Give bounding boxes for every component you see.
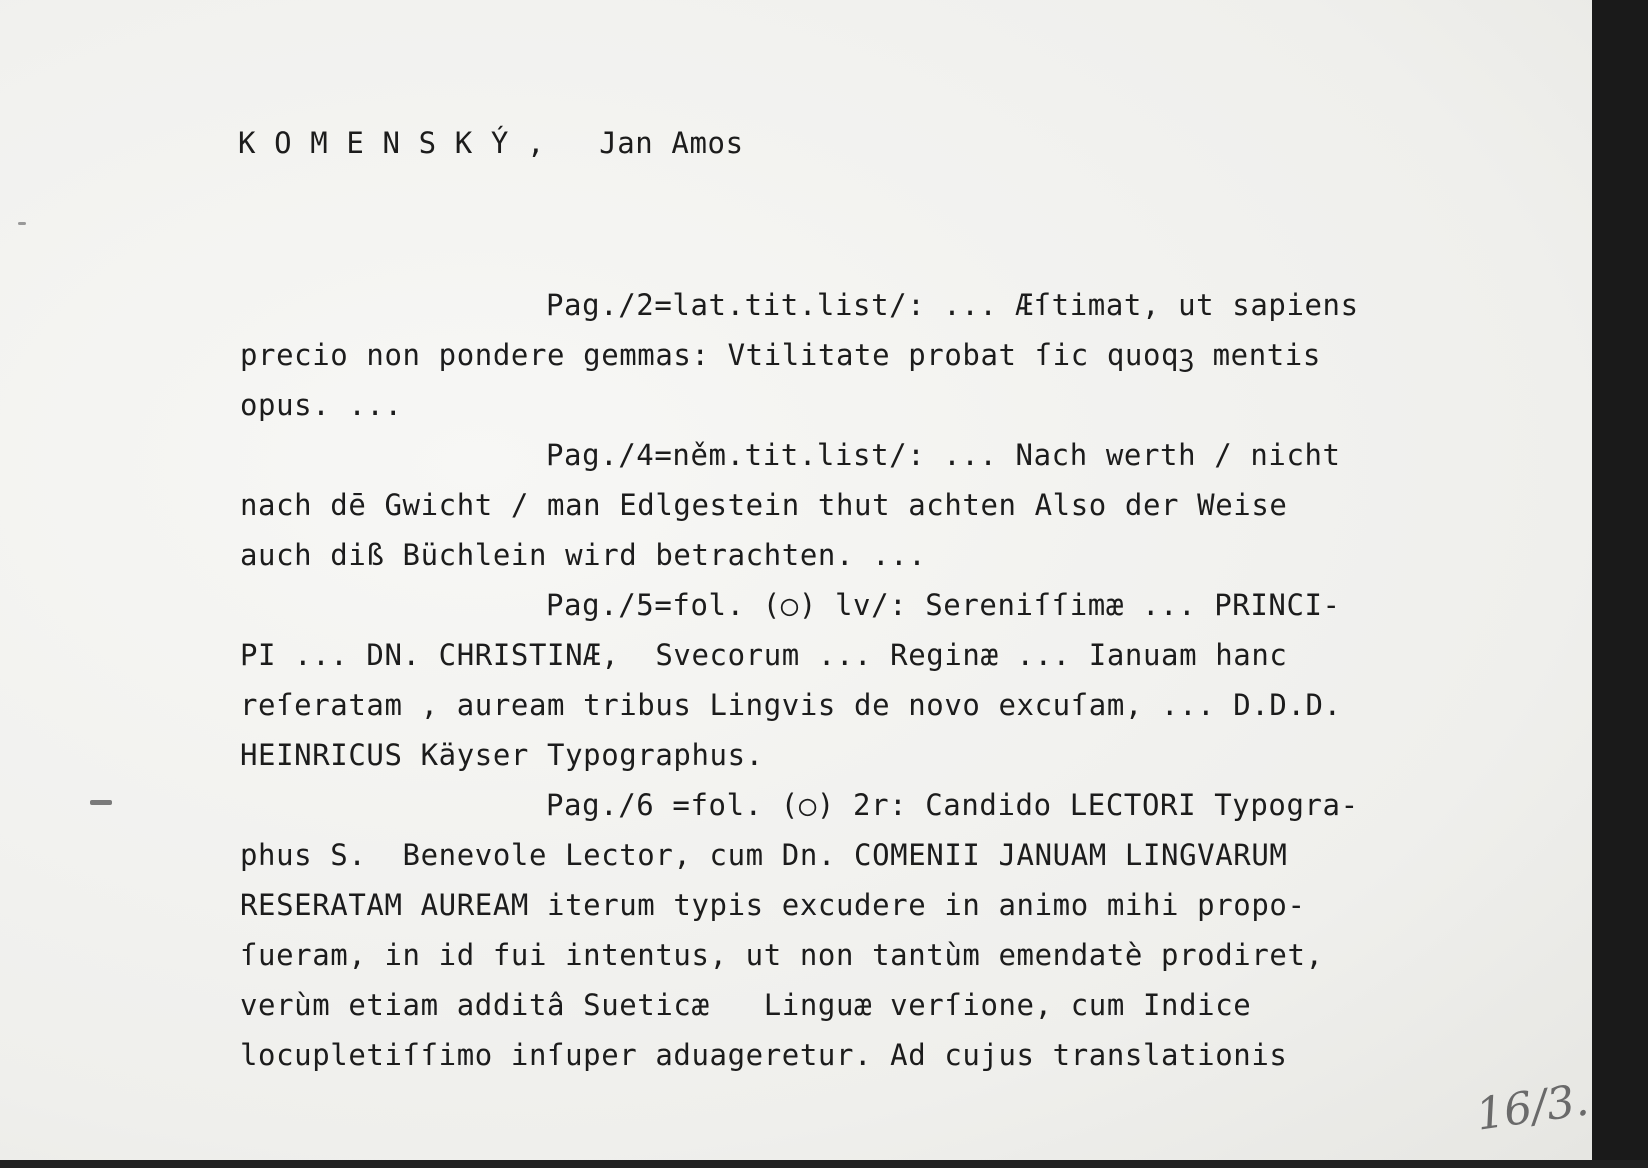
card-line: Pag./5=fol. (○) lv/: Sereniſſimæ ... PRINCI-	[546, 588, 1341, 622]
card-line: locupletiſſimo inſuper aduageretur. Ad cujus translationis	[240, 1038, 1288, 1072]
scan-border-right	[1592, 0, 1648, 1168]
handwritten-page-number: 16/3.	[1473, 1074, 1592, 1141]
card-line: Pag./2=lat.tit.list/: ... Æſtimat, ut sapiens	[546, 288, 1359, 322]
scan-speck	[18, 222, 26, 225]
card-heading: K O M E N S K Ý , Jan Amos	[238, 126, 744, 160]
card-line: RESERATAM AUREAM iterum typis excudere in animo mihi propo-	[240, 888, 1306, 922]
card-line: verùm etiam additâ Sueticæ Linguæ verſione, cum Indice	[240, 988, 1252, 1022]
scan-speck	[90, 800, 112, 805]
card-line: precio non pondere gemmas: Vtilitate probat ſic quoqꝫ mentis	[240, 338, 1321, 372]
card-line: auch diß Büchlein wird betrachten. ...	[240, 538, 927, 572]
card-line: ſueram, in id fui intentus, ut non tantùm emendatè prodiret,	[240, 938, 1324, 972]
card-line: HEINRICUS Käyser Typographus.	[240, 738, 764, 772]
card-line: phus S. Benevole Lector, cum Dn. COMENII JANUAM LINGVARUM	[240, 838, 1288, 872]
card-line: PI ... DN. CHRISTINÆ, Svecorum ... Reginæ ... Ianuam hanc	[240, 638, 1288, 672]
card-body	[240, 280, 1359, 1080]
card-line: nach dē Gwicht / man Edlgestein thut achten Also der Weise	[240, 488, 1288, 522]
card-line: Pag./6 =fol. (○) 2r: Candido LECTORI Typogra-	[546, 788, 1359, 822]
card-line: opus. ...	[240, 388, 403, 422]
card-line: reſeratam , auream tribus Lingvis de novo excuſam, ... D.D.D.	[240, 688, 1342, 722]
card-line: Pag./4=něm.tit.list/: ... Nach werth / nicht	[546, 438, 1341, 472]
scan-border-bottom	[0, 1160, 1648, 1168]
